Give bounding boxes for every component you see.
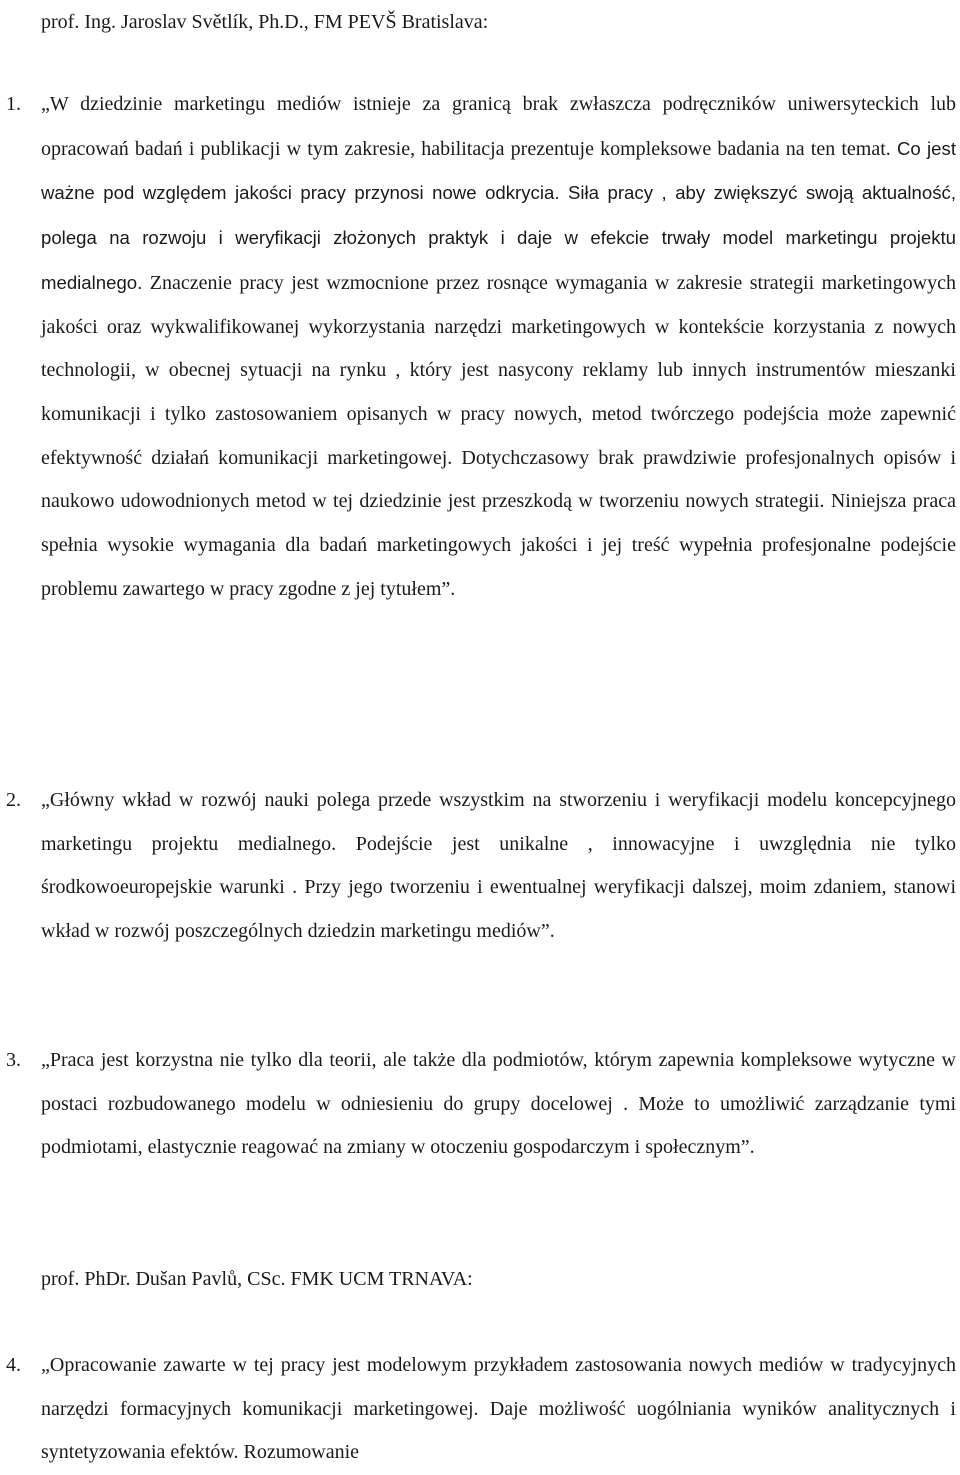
item-number: 3. xyxy=(6,1049,21,1071)
item-text-part: Znaczenie pracy jest wzmocnione przez rosnące wymagania w zakresie strategii marketingowych jakości oraz wykwalifikowanej wykorzystania narzędzi marketingowych w kontekście korzystania z nowych technologii, w obecnej sytuacji na rynku , który jest nasycony reklamy lub innych instrumentów mieszanki komunikacji i tylko zastosowaniem opisanych w pracy nowych, metod twórczego podejścia może zapewnić efektywność działań komunikacji marketingowej. Dotychczasowy brak prawdziwie profesjonalnych opisów i naukowo udowodnionych metod w tej dziedzinie jest przeszkodą w tworzeniu nowych strategii. Niniejsza praca spełnia wysokie wymagania dla badań marketingowych jakości i jej treść wypełnia profesjonalne podejście problemu zawartego w pracy zgodne z jej tytułem”. xyxy=(41,271,956,600)
item-text: „Główny wkład w rozwój nauki polega przede wszystkim na stworzeniu i weryfikacji modelu koncepcyjnego marketingu projektu medialnego. Podejście jest unikalne , innowacyjne i uwzględnia nie tylko środkowoeuropejskie warunki . Przy jego tworzeniu i ewentualnej weryfikacji dalszej, moim zdaniem, stanowi wkład w rozwój poszczególnych dziedzin marketingu mediów”. xyxy=(41,789,956,943)
item-number: 4. xyxy=(6,1354,21,1376)
reviewer-heading: prof. PhDr. Dušan Pavlů, CSc. FMK UCM TRNAVA: xyxy=(41,1268,473,1290)
item-text: „Opracowanie zawarte w tej pracy jest modelowym przykładem zastosowania nowych mediów w tradycyjnych narzędzi formacyjnych komunikacji marketingowej. Daje możliwość uogólniania wyników analitycznych i syntetyzowania efektów. Rozumowanie xyxy=(41,1354,956,1464)
item-text xyxy=(41,83,956,611)
item-text-part: „W dziedzinie marketingu mediów istnieje za granicą brak zwłaszcza podręczników uniwersyteckich lub opracowań badań i publikacji w tym zakresie, habilitacja prezentuje kompleksowe badania na ten temat. xyxy=(41,93,956,160)
item-text-part: Co jest ważne pod względem jakości pracy przynosi nowe odkrycia. Siła pracy , aby zwiększyć swoją aktualność, polega na rozwoju i weryfikacji złożonych praktyk i daje w efekcie trwały model marketingu projektu medialnego. xyxy=(41,137,956,293)
item-number: 2. xyxy=(6,789,21,811)
item-number: 1. xyxy=(6,93,21,115)
item-text: „Praca jest korzystna nie tylko dla teorii, ale także dla podmiotów, którym zapewnia kompleksowe wytyczne w postaci rozbudowanego modelu w odniesieniu do grupy docelowej . Może to umożliwić zarządzanie tymi podmiotami, elastycznie reagować na zmiany w otoczeniu gospodarczym i społecznym”. xyxy=(41,1049,956,1159)
reviewer-heading: prof. Ing. Jaroslav Světlík, Ph.D., FM PEVŠ Bratislava: xyxy=(41,11,489,33)
